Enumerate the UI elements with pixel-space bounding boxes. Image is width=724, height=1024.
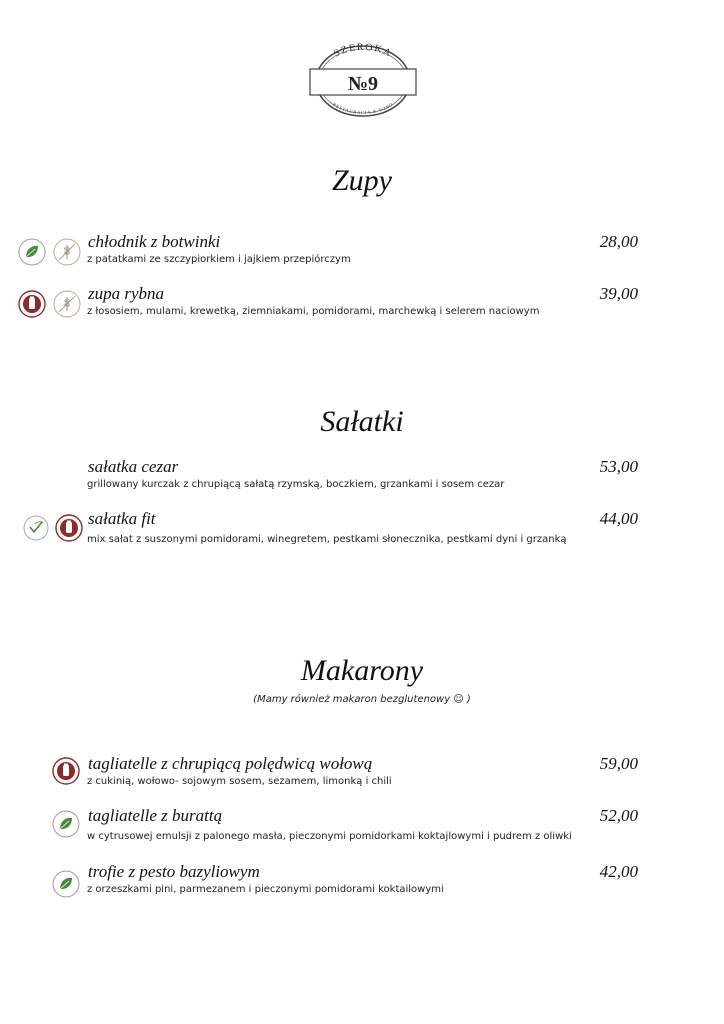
menu-item — [0, 806, 724, 846]
item-description: z łososiem, mulami, krewetką, ziemniakami, pomidorami, marchewką i selerem naciowym — [87, 306, 540, 317]
section-title-zupy: Zupy — [332, 164, 392, 197]
vegan-icon — [22, 514, 50, 542]
leaf-icon — [52, 810, 80, 838]
item-description: mix sałat z suszonymi pomidorami, winegretem, pestkami słonecznika, pestkami dyni i grzanką — [87, 534, 567, 545]
lactose-free-icon — [18, 290, 46, 318]
logo-brand-name: SZEROKA — [332, 42, 394, 60]
menu-item — [0, 232, 724, 272]
restaurant-logo — [309, 42, 417, 120]
item-price: 53,00 — [599, 457, 638, 476]
item-price: 52,00 — [599, 806, 638, 825]
item-description: z orzeszkami pini, parmezanem i pieczonymi pomidorami koktailowymi — [87, 884, 444, 895]
lactose-free-icon — [52, 757, 80, 785]
logo-tagline: RESTAURACJA & WINO — [331, 101, 395, 116]
item-name: trofie z pesto bazyliowym — [88, 862, 260, 881]
menu-item — [0, 862, 724, 902]
item-description: z cukinią, wołowo- sojowym sosem, sezamem, limonką i chili — [87, 776, 392, 787]
item-price: 59,00 — [599, 754, 638, 773]
section-note: (Mamy również makaron bezglutenowy ☺ ) — [253, 694, 471, 705]
gluten-free-icon — [53, 290, 81, 318]
leaf-icon — [52, 870, 80, 898]
menu-item — [0, 284, 724, 324]
item-name: chłodnik z botwinki — [88, 232, 221, 251]
item-description: z patatkami ze szczypiorkiem i jajkiem przepiórczym — [87, 254, 351, 265]
menu-item — [0, 509, 724, 549]
item-name: sałatka fit — [88, 509, 156, 528]
leaf-icon — [18, 238, 46, 266]
section-title-salatki: Sałatki — [320, 405, 404, 438]
lactose-free-icon — [55, 514, 83, 542]
item-price: 39,00 — [599, 284, 638, 303]
item-price: 44,00 — [599, 509, 638, 528]
gluten-free-icon — [53, 238, 81, 266]
menu-item — [0, 457, 724, 497]
item-price: 28,00 — [599, 232, 638, 251]
svg-text:SZEROKA — [332, 42, 394, 60]
item-description: w cytrusowej emulsji z palonego masła, pieczonymi pomidorkami koktajlowymi i pudrem z oliwki — [87, 831, 572, 842]
menu-item — [0, 754, 724, 794]
svg-text:RESTAURACJA & WINO — [332, 102, 394, 115]
item-description: grillowany kurczak z chrupiącą sałatą rzymską, boczkiem, grzankami i sosem cezar — [87, 479, 505, 490]
logo-number: №9 — [347, 73, 379, 95]
item-name: zupa rybna — [88, 284, 165, 303]
item-price: 42,00 — [599, 862, 638, 881]
item-name: tagliatelle z burattą — [88, 806, 223, 825]
item-name: tagliatelle z chrupiącą polędwicą wołową — [88, 754, 373, 773]
logo-badge-icon — [309, 42, 417, 120]
section-title-makarony: Makarony — [300, 654, 424, 687]
item-name: sałatka cezar — [88, 457, 179, 476]
